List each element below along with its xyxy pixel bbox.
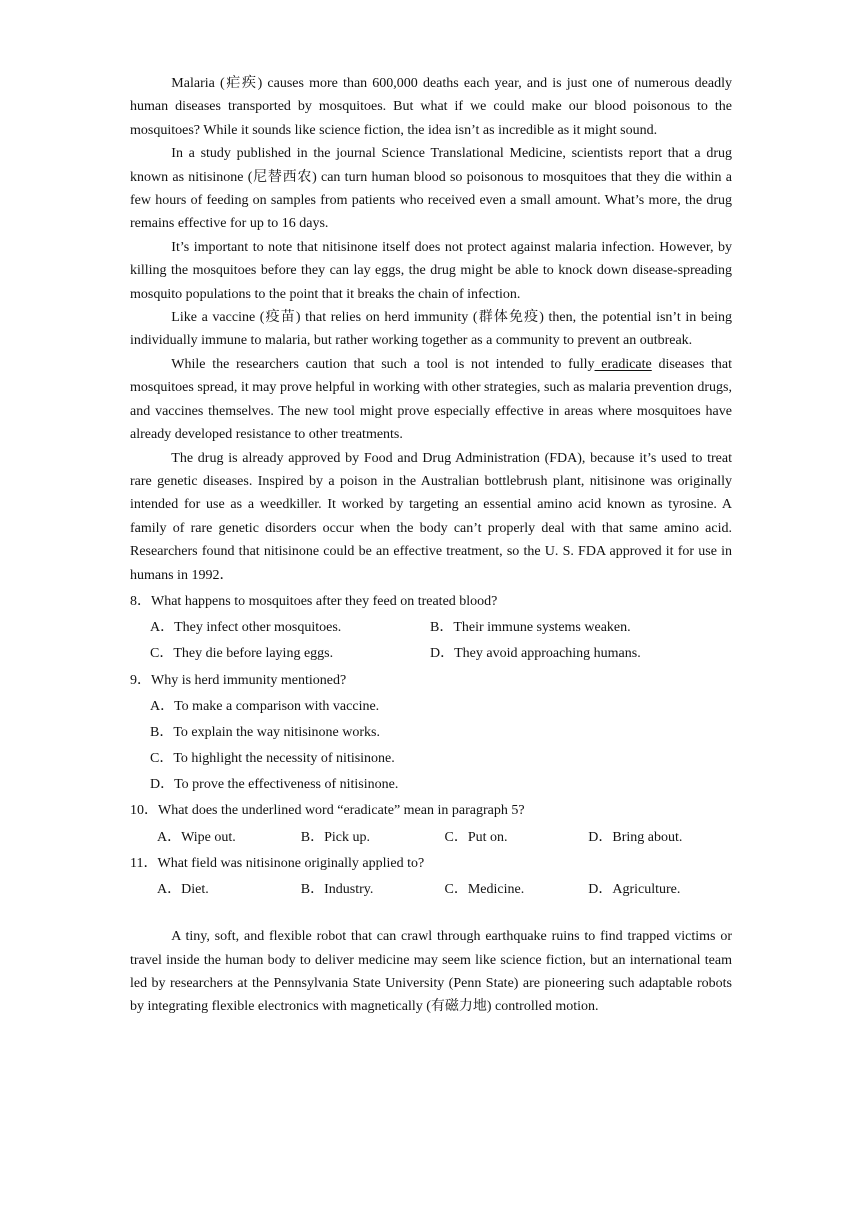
- question-10-option-c[interactable]: C．Put on.: [444, 829, 508, 845]
- passage-2-paragraph-1: A tiny, soft, and flexible robot that can crawl through earthquake ruins to find trapped victims or travel inside the human body to deliver medicine may seem like science fiction, but an international team led by researchers at the Pennsylvania State University (Penn State) are pioneering such adaptable robots by integrating flexible electronics with magnetically (有磁力地) controlled motion.: [130, 929, 732, 1015]
- question-11-option-c[interactable]: C．Medicine.: [444, 882, 525, 897]
- paragraph-6: The drug is already approved by Food and Drug Administration (FDA), because it’s used to treat rare genetic diseases. Inspired by a poison in the Australian bottlebrush plant, nitisinone was originally intended for use as a weedkiller. It worked by targeting an essential amino acid known as tyrosine. A family of rare genetic disorders occur when the body can’t properly deal with that same amino acid. Researchers found that nitisinone could be an effective treatment, so the U. S. FDA approved it for use in humans in 1992．: [130, 450, 732, 583]
- question-8-options-row-1: [130, 615, 732, 641]
- paragraph-3: It’s important to note that nitisinone itself does not protect against malaria infection. However, by killing the mosquitoes before they can lay eggs, the drug might be able to knock down disease-spreading mosquito populations to the point that it breaks the chain of infection.: [130, 239, 732, 302]
- question-9-option-b[interactable]: B．To explain the way nitisinone works.: [150, 724, 380, 740]
- question-10: 10．What does the underlined word “eradicate” mean in paragraph 5?: [130, 803, 525, 819]
- questions: [130, 589, 732, 903]
- question-8-option-c[interactable]: C．They die before laying eggs.: [150, 646, 334, 662]
- question-10-option-d[interactable]: D．Bring about.: [588, 829, 683, 845]
- paragraph-4: Like a vaccine (疫苗) that relies on herd immunity (群体免疫) then, the potential isn’t in being individually immune to malaria, but rather working together as a community to prevent an outbreak.: [130, 310, 732, 349]
- question-8-option-b[interactable]: B．Their immune systems weaken.: [430, 620, 631, 636]
- question-9-option-d[interactable]: D．To prove the effectiveness of nitisinone.: [150, 777, 399, 793]
- passage-2: [130, 925, 732, 1019]
- question-11-option-d[interactable]: D．Agriculture.: [588, 882, 681, 897]
- question-11: 11．What field was nitisinone originally applied to?: [130, 855, 425, 871]
- question-11-option-b[interactable]: B．Industry.: [300, 882, 374, 897]
- question-10-option-b[interactable]: B．Pick up.: [300, 829, 370, 845]
- question-8-options-row-2: [130, 641, 732, 667]
- exam-page: [130, 72, 732, 1019]
- question-8-option-a[interactable]: A．They infect other mosquitoes.: [150, 620, 342, 636]
- question-11-option-a[interactable]: A．Diet.: [157, 882, 209, 897]
- paragraph-5: [130, 353, 732, 447]
- question-9-option-a[interactable]: A．To make a comparison with vaccine.: [150, 698, 380, 714]
- question-10-options: [130, 825, 732, 851]
- question-8: 8．What happens to mosquitoes after they feed on treated blood?: [130, 593, 498, 609]
- paragraph-2: In a study published in the journal Science Translational Medicine, scientists report that a drug known as nitisinone (尼替西农) can turn human blood so poisonous to mosquitoes that they die within a few hours of feeding on samples from patients who received even a small amount. What’s more, the drug remains effective for up to 16 days.: [130, 146, 732, 232]
- underlined-word: eradicate: [594, 356, 652, 372]
- question-9-option-c[interactable]: C．To highlight the necessity of nitisinone.: [150, 751, 395, 767]
- question-8-option-d[interactable]: D．They avoid approaching humans.: [430, 646, 641, 662]
- paragraph-5-text-after: diseases that mosquitoes spread, it may prove helpful in working with other strategies, such as malaria prevention drugs, and vaccines themselves. The new tool might prove especially effective in areas where mosquitoes have already developed resistance to other treatments.: [130, 356, 733, 443]
- paragraph-5-text-before: While the researchers caution that such a tool is not intended to fully: [171, 356, 595, 372]
- question-9: 9．Why is herd immunity mentioned?: [130, 672, 347, 688]
- question-10-option-a[interactable]: A．Wipe out.: [157, 829, 236, 845]
- question-11-options: [130, 877, 732, 903]
- passage-1: [130, 72, 732, 587]
- paragraph-1: Malaria (疟疾) causes more than 600,000 deaths each year, and is just one of numerous deadly human diseases transported by mosquitoes. But what if we could make our blood poisonous to the mosquitoes? While it sounds like science fiction, the idea isn’t as incredible as it might sound.: [130, 76, 732, 138]
